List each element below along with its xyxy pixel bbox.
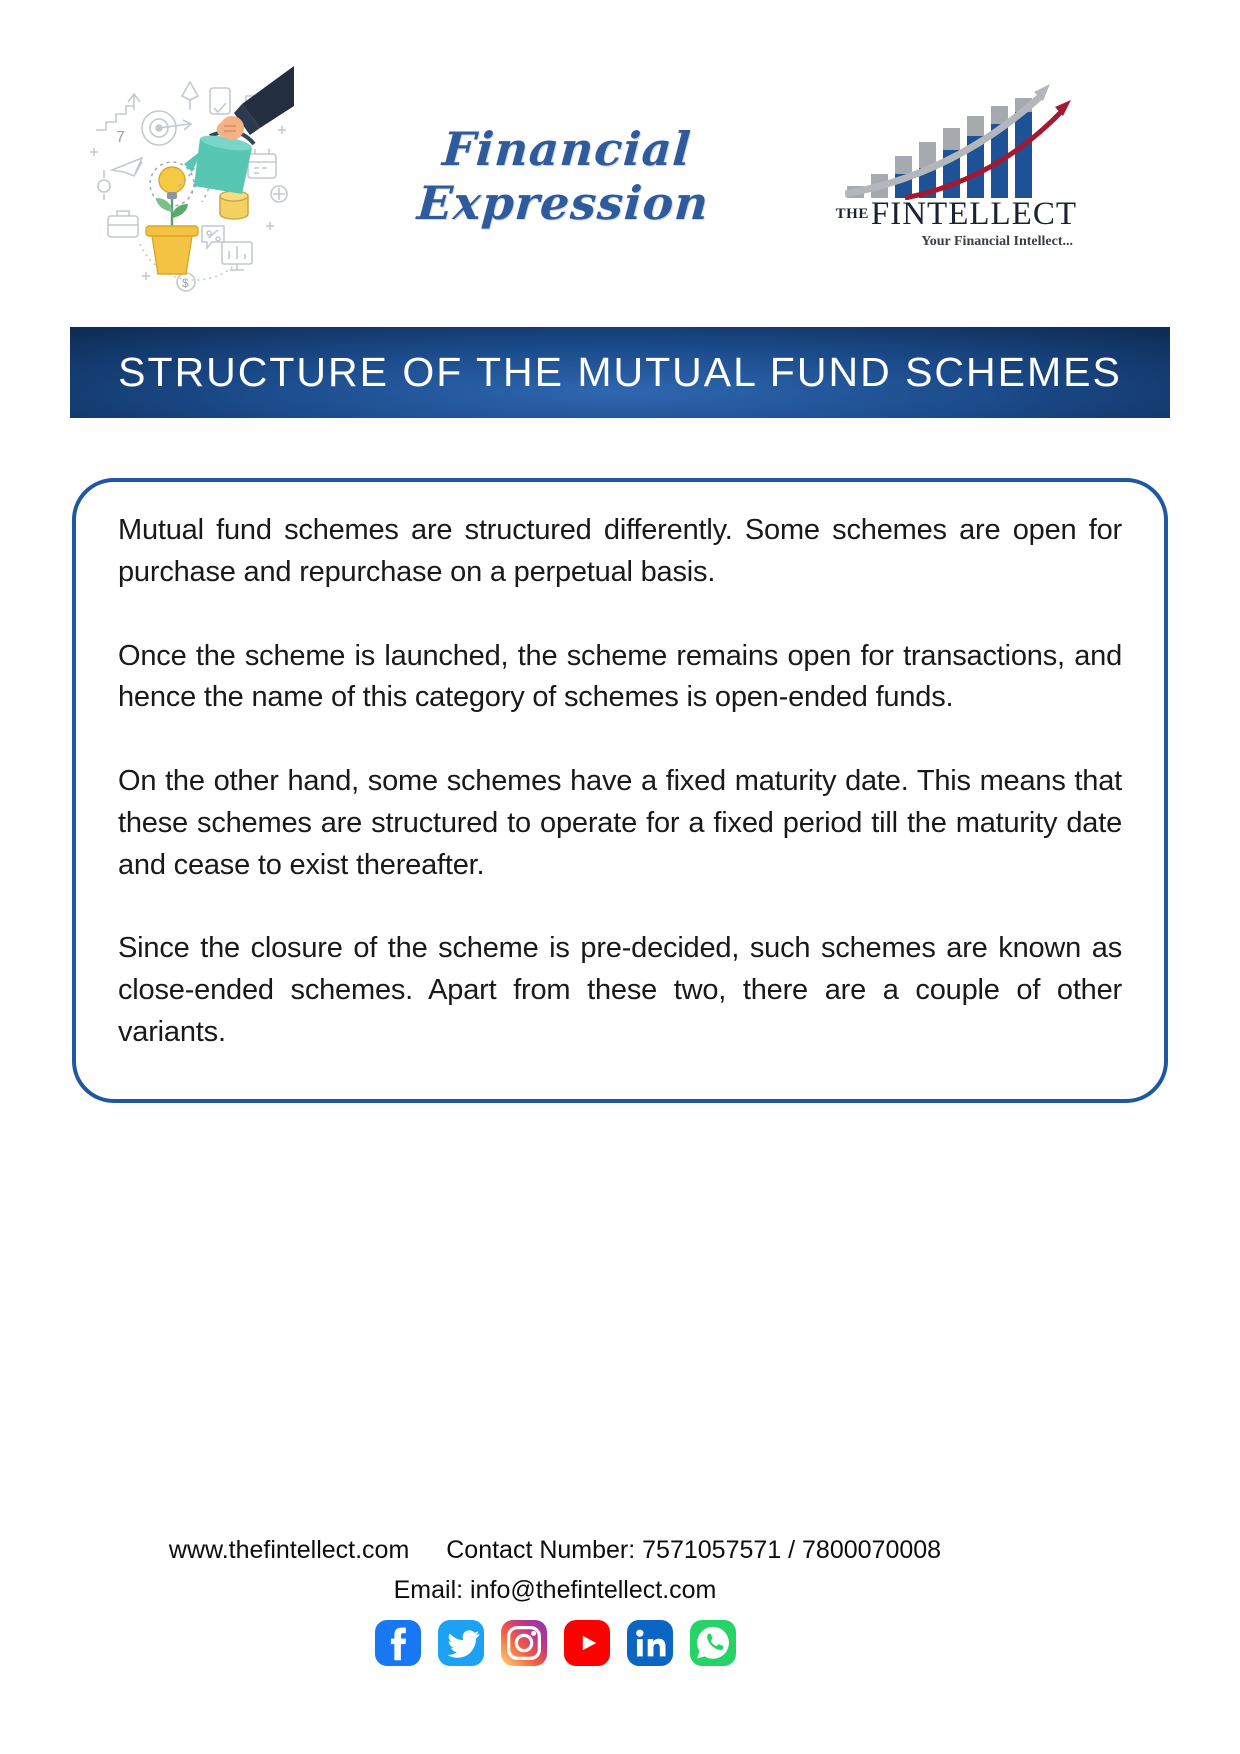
body-paragraph: Since the closure of the scheme is pre-decided, such schemes are known as close-ended schemes. Apart from these two, there are a couple of other variants.	[118, 932, 1122, 1048]
fintellect-the: THE	[835, 206, 869, 222]
email-label: Email:	[393, 1575, 464, 1604]
fintellect-growth-chart-icon	[845, 82, 1077, 200]
fintellect-name: FINTELLECT	[870, 196, 1077, 232]
website-link[interactable]: www.thefintellect.com	[168, 1536, 410, 1564]
masthead-title: Financial Expression	[415, 122, 711, 230]
svg-text:$: $	[182, 276, 189, 290]
hand-watering-money-plant-doodle	[82, 66, 294, 292]
instagram-icon[interactable]	[501, 1620, 547, 1666]
footer-line-1	[0, 1532, 1110, 1570]
body-paragraph: Mutual fund schemes are structured differently. Some schemes are open for purchase and repurchase on a perpetual basis.	[118, 514, 1122, 588]
footer-line-2	[0, 1572, 1110, 1610]
linkedin-icon[interactable]	[627, 1620, 673, 1666]
body-paragraph: Once the scheme is launched, the scheme remains open for transactions, and hence the name of this category of schemes is open-ended funds.	[118, 639, 1122, 714]
page-title: STRUCTURE OF THE MUTUAL FUND SCHEMES	[118, 349, 1122, 395]
youtube-icon[interactable]	[564, 1620, 610, 1666]
fintellect-logo	[833, 82, 1077, 250]
fintellect-wordmark	[833, 198, 1077, 231]
article-body-box	[72, 478, 1168, 1103]
email-link[interactable]: info@thefintellect.com	[470, 1575, 717, 1604]
contact-label: Contact Number:	[446, 1536, 636, 1564]
social-icons-row	[0, 1620, 1110, 1666]
whatsapp-icon[interactable]	[690, 1620, 736, 1666]
contact-numbers: 7571057571 / 7800070008	[642, 1536, 942, 1564]
facebook-icon[interactable]	[375, 1620, 421, 1666]
title-banner	[70, 327, 1170, 418]
fintellect-tagline: Your Financial Intellect...	[921, 234, 1073, 249]
body-paragraph: On the other hand, some schemes have a fixed maturity date. This means that these schemes are structured to operate for a fixed period till the maturity date and cease to exist thereafter.	[118, 765, 1122, 881]
footer-contact-block	[0, 1532, 1110, 1609]
twitter-icon[interactable]	[438, 1620, 484, 1666]
svg-text:7: 7	[116, 129, 125, 146]
